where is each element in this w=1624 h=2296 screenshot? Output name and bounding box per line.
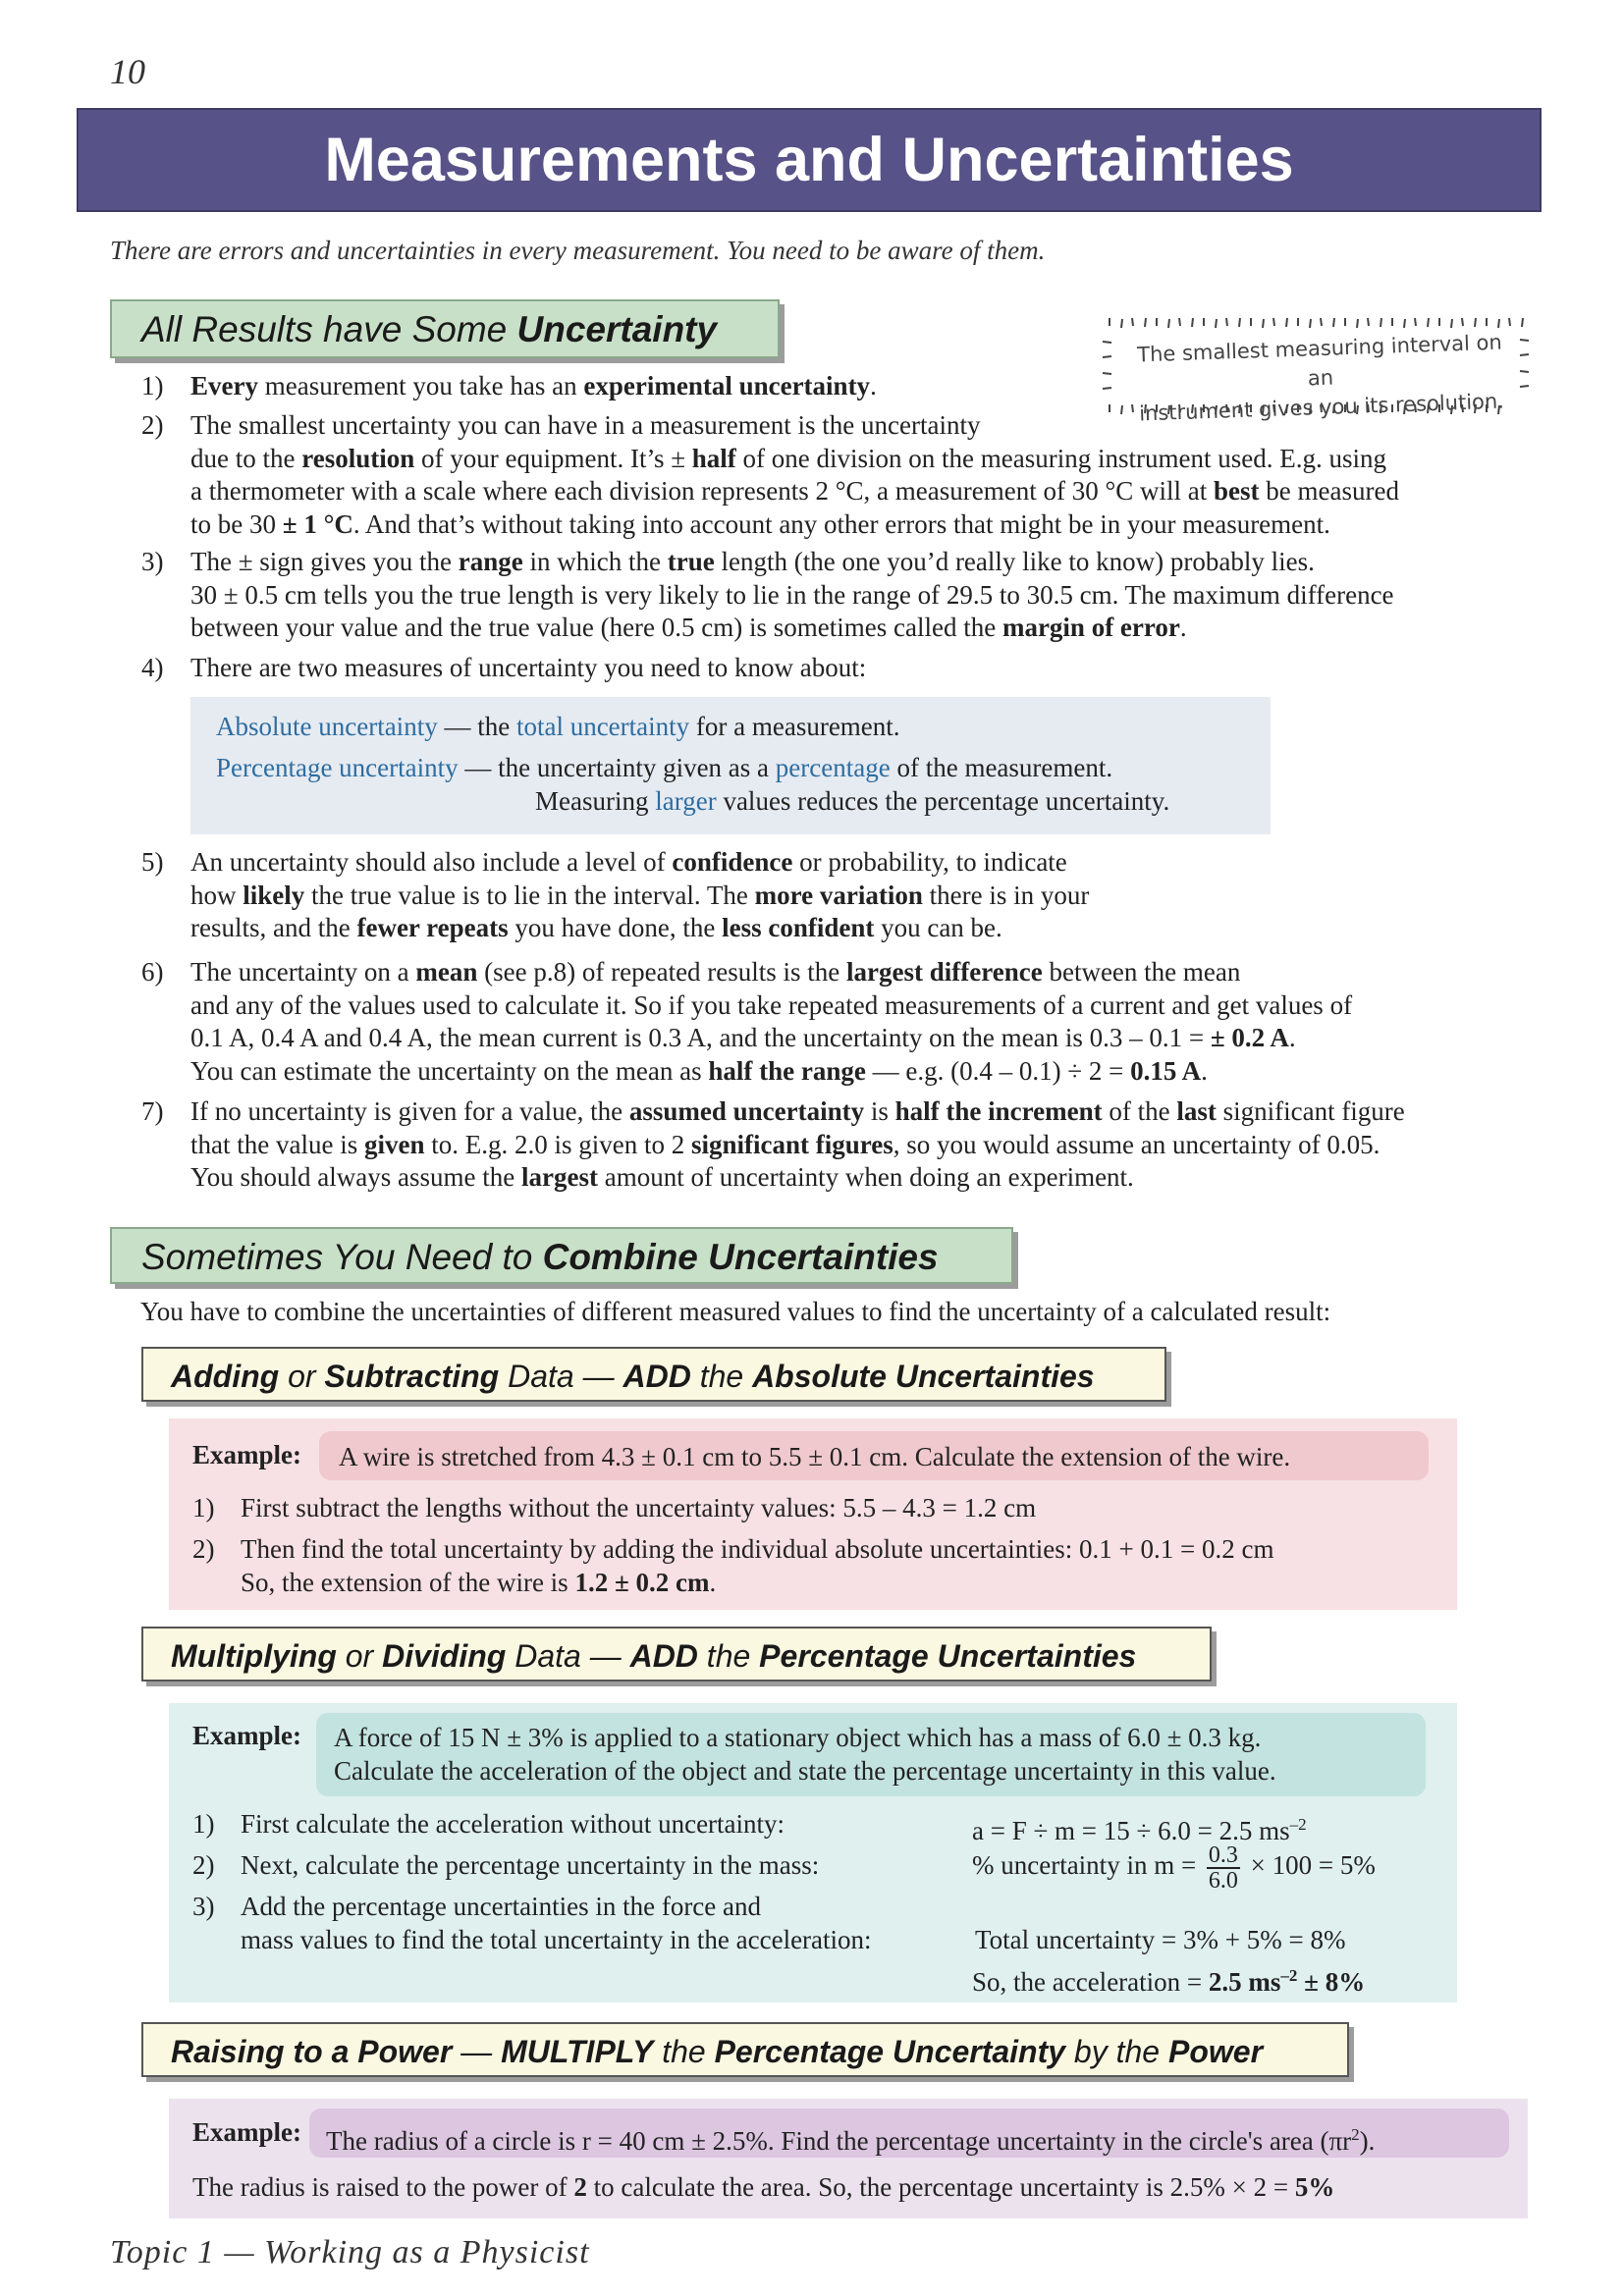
footer-topic: Topic 1 — Working as a Physicist bbox=[110, 2234, 590, 2270]
mult-step-3-line1: Add the percentage uncertainties in the force and bbox=[241, 1892, 762, 1921]
fraction bbox=[1207, 1843, 1240, 1893]
result-text: . bbox=[709, 1568, 717, 1597]
h-bold: Subtracting bbox=[324, 1359, 500, 1394]
def-text: for a measurement. bbox=[689, 712, 900, 741]
h-bold: Raising to a Power bbox=[171, 2034, 453, 2069]
line-bold: 2 bbox=[573, 2172, 587, 2202]
item-number: 1) bbox=[141, 371, 164, 400]
h-bold: ADD bbox=[623, 1359, 691, 1394]
result-text: × 100 = 5% bbox=[1243, 1850, 1376, 1880]
h-bold: ADD bbox=[629, 1638, 698, 1674]
numerator: 0.3 bbox=[1208, 1842, 1238, 1868]
superscript: –2 bbox=[1289, 1815, 1307, 1834]
step-number: 2) bbox=[192, 1534, 215, 1564]
resolution-note bbox=[1100, 312, 1532, 426]
item-text: The ± sign gives you the range in which the true length (the one you’d really like to know) probably lies. 30 ± 0.5 cm tells you the true length is very likely to lie in the range of 29.5 to 30.5 cm. The maximum difference between your value and the true value (here 0.5 cm) is sometimes called the margin of error. bbox=[190, 547, 1394, 642]
def-text: — the bbox=[437, 712, 516, 741]
def-highlight: total uncertainty bbox=[515, 712, 690, 741]
term-percentage: Percentage uncertainty bbox=[216, 753, 459, 782]
h-text: or bbox=[336, 1638, 383, 1674]
absolute-uncertainty-def bbox=[216, 711, 1257, 743]
step-number: 1) bbox=[192, 1493, 215, 1522]
h-bold: Percentage Uncertainties bbox=[759, 1638, 1137, 1674]
line-text: The radius is raised to the power of bbox=[192, 2172, 574, 2202]
superscript: –2 bbox=[1280, 1966, 1298, 1985]
adding-result bbox=[241, 1567, 1321, 1599]
multiplying-example-line2: Calculate the acceleration of the object and state the percentage uncertainty in this value. bbox=[334, 1756, 1276, 1786]
item-number: 5) bbox=[141, 847, 164, 877]
def-text: of the measurement. bbox=[890, 753, 1113, 782]
result-text: % uncertainty in m = bbox=[972, 1850, 1203, 1880]
term-absolute: Absolute uncertainty bbox=[216, 712, 438, 741]
heading-text: All Results have Some bbox=[141, 309, 517, 349]
item-text: The uncertainty on a mean (see p.8) of repeated results is the largest difference between the mean and any of the values used to calculate it. So if you take repeated measurements of a current and get values of 0.1 A, 0.4 A and 0.4 A, the mean current is 0.3 A, and the uncertainty on the mean is 0.3 – 0.1 = ± 0.2 A. You can estimate the uncertainty on the mean as half the range — e.g. (0.4 – 0.1) ÷ 2 = 0.15 A. bbox=[190, 957, 1353, 1086]
h-text: the bbox=[690, 1359, 753, 1394]
heading-text: Sometimes You Need to bbox=[141, 1237, 543, 1277]
example-label: Example: bbox=[192, 1721, 301, 1750]
item-number: 6) bbox=[141, 957, 164, 987]
line-text: to calculate the area. So, the percentage uncertainty is 2.5% × 2 = bbox=[586, 2172, 1295, 2202]
h-bold: MULTIPLY bbox=[501, 2034, 654, 2069]
result-bold: 1.2 ± 0.2 cm bbox=[574, 1568, 710, 1597]
result-text: a = F ÷ m = 15 ÷ 6.0 = 2.5 ms bbox=[972, 1816, 1290, 1845]
superscript: 2 bbox=[1351, 2125, 1360, 2144]
h-bold: Percentage Uncertainty bbox=[714, 2034, 1066, 2069]
h-bold: Multiplying bbox=[171, 1638, 337, 1674]
power-explanation bbox=[192, 2171, 1508, 2204]
intro-text: There are errors and uncertainties in every measurement. You need to be aware of them. bbox=[110, 236, 1046, 265]
example-label: Example: bbox=[192, 2117, 301, 2147]
subheading-multiplying bbox=[141, 1627, 1212, 1682]
h-text: Data — bbox=[506, 1638, 630, 1674]
def-text: — the uncertainty given as a bbox=[458, 753, 776, 782]
page-title: Measurements and Uncertainties bbox=[324, 126, 1294, 194]
def-text: Measuring bbox=[535, 786, 656, 816]
h-bold: Absolute Uncertainties bbox=[752, 1359, 1095, 1394]
h-bold: Adding bbox=[171, 1359, 280, 1394]
section-heading-combine bbox=[110, 1227, 1013, 1284]
subheading-adding bbox=[141, 1347, 1166, 1402]
h-text: the bbox=[697, 1638, 760, 1674]
power-example-text bbox=[326, 2118, 1504, 2158]
heading-bold: Combine Uncertainties bbox=[542, 1237, 939, 1277]
mult-step-1: First calculate the acceleration without uncertainty: bbox=[241, 1809, 785, 1839]
item-number: 7) bbox=[141, 1096, 164, 1126]
adding-example-text: A wire is stretched from 4.3 ± 0.1 cm to 5.5 ± 0.1 cm. Calculate the extension of the wire. bbox=[339, 1442, 1291, 1471]
h-bold: Power bbox=[1167, 2034, 1264, 2069]
example-text: ). bbox=[1359, 2126, 1376, 2156]
item-number: 3) bbox=[141, 547, 164, 576]
title-banner bbox=[77, 108, 1542, 212]
item-text: An uncertainty should also include a level of confidence or probability, to indicate how likely the true value is to lie in the interval. The more variation there is in your results, and the fewer repeats you have done, the less confident you can be. bbox=[190, 847, 1090, 942]
mult-step-2-result bbox=[972, 1838, 1443, 1893]
subheading-power bbox=[141, 2022, 1349, 2077]
h-text: by the bbox=[1065, 2034, 1168, 2069]
h-text: or bbox=[279, 1359, 325, 1394]
line-bold: 5% bbox=[1294, 2172, 1335, 2202]
mult-total-uncertainty: Total uncertainty = 3% + 5% = 8% bbox=[975, 1925, 1346, 1954]
heading-bold: Uncertainty bbox=[516, 309, 718, 349]
step-number: 3) bbox=[192, 1892, 215, 1921]
item-text: Every measurement you take has an experimental uncertainty. bbox=[190, 371, 877, 400]
denominator: 6.0 bbox=[1208, 1867, 1238, 1894]
result-bold: ± 8% bbox=[1297, 1967, 1366, 1997]
example-label: Example: bbox=[192, 1440, 301, 1469]
h-text: — bbox=[452, 2034, 502, 2069]
item-text: There are two measures of uncertainty you need to know about: bbox=[190, 653, 867, 682]
def-text: values reduces the percentage uncertainty. bbox=[716, 786, 1170, 816]
note-line-1: The smallest measuring interval on an bbox=[1136, 330, 1503, 391]
percentage-uncertainty-def bbox=[216, 752, 1257, 784]
mult-step-3-line2: mass values to find the total uncertainty in the acceleration: bbox=[241, 1925, 872, 1954]
multiplying-example-line1: A force of 15 N ± 3% is applied to a stationary object which has a mass of 6.0 ± 0.3 kg. bbox=[334, 1723, 1262, 1752]
step-number: 2) bbox=[192, 1850, 215, 1880]
adding-step-2: Then find the total uncertainty by adding the individual absolute uncertainties: 0.1 + 0.1 = 0.2 cm bbox=[241, 1534, 1274, 1564]
combine-intro: You have to combine the uncertainties of different measured values to find the uncertainty of a calculated result: bbox=[140, 1297, 1331, 1326]
example-text: The radius of a circle is r = 40 cm ± 2.5%. Find the percentage uncertainty in the circle's area (πr bbox=[326, 2126, 1352, 2156]
mult-acceleration-result bbox=[972, 1959, 1443, 1999]
h-text: Data — bbox=[499, 1359, 623, 1394]
result-bold: 2.5 ms bbox=[1208, 1967, 1281, 1997]
item-number: 2) bbox=[141, 410, 164, 440]
result-text: So, the extension of the wire is bbox=[241, 1568, 575, 1597]
item-text: If no uncertainty is given for a value, the assumed uncertainty is half the increment of the last significant figure that the value is given to. E.g. 2.0 is given to 2 significant figures, so you would assume an uncertainty of 0.05. You should always assume the largest amount of uncertainty when doing an experiment. bbox=[190, 1096, 1405, 1192]
item-text: The smallest uncertainty you can have in a measurement is the uncertainty due to the resolution of your equipment. It’s ± half of one division on the measuring instrument used. E.g. using a thermometer with a scale where each division represents 2 °C, a measurement of 30 °C will at best be measured to be 30 ± 1 °C. And that’s without taking into account any other errors that might be in your measurement. bbox=[190, 410, 1399, 539]
note-line-2: instrument gives you its resolution. bbox=[1138, 389, 1505, 426]
h-text: the bbox=[653, 2034, 715, 2069]
def-highlight: percentage bbox=[775, 753, 891, 782]
def-highlight: larger bbox=[655, 786, 717, 816]
page-number: 10 bbox=[110, 52, 145, 91]
item-number: 4) bbox=[141, 653, 164, 682]
section-heading-uncertainty bbox=[110, 299, 780, 358]
h-bold: Dividing bbox=[382, 1638, 507, 1674]
adding-step-1: First subtract the lengths without the uncertainty values: 5.5 – 4.3 = 1.2 cm bbox=[241, 1493, 1037, 1522]
mult-step-2: Next, calculate the percentage uncertainty in the mass: bbox=[241, 1850, 820, 1880]
percentage-uncertainty-def-2 bbox=[535, 785, 1262, 818]
step-number: 1) bbox=[192, 1809, 215, 1839]
result-text: So, the acceleration = bbox=[972, 1967, 1209, 1997]
